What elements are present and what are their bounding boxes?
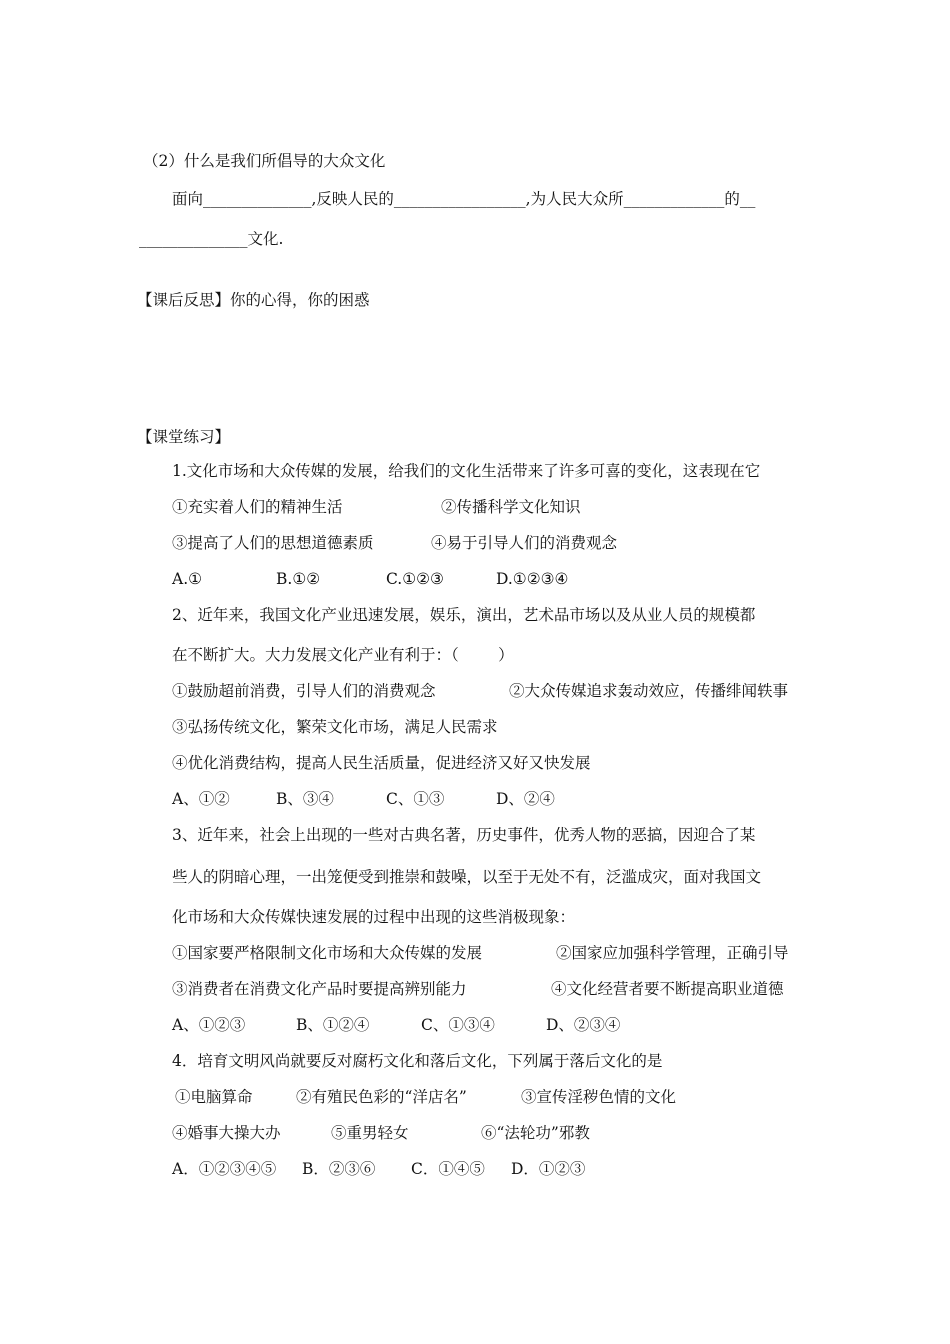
q1-item4: ④易于引导人们的消费观念 xyxy=(431,534,618,552)
q1-item2: ②传播科学文化知识 xyxy=(441,498,581,516)
section2-fill-line2: ______________文化. xyxy=(139,230,284,248)
q4-item5: ⑤重男轻女 xyxy=(331,1124,409,1142)
q4-item6: ⑥“法轮功”邪教 xyxy=(481,1124,590,1142)
q3-stem-line2: 些人的阴暗心理，一出笼便受到推崇和鼓噪，以至于无处不有，泛滥成灾，面对我国文 xyxy=(172,868,762,886)
q3-item1: ①国家要严格限制文化市场和大众传媒的发展 xyxy=(172,944,483,962)
q4-item3: ③宣传淫秽色情的文化 xyxy=(521,1088,677,1106)
q2-item3: ③弘扬传统文化，繁荣文化市场，满足人民需求 xyxy=(172,718,498,736)
q3-option-b: B、①②④ xyxy=(296,1016,370,1034)
q4-item2: ②有殖民色彩的“洋店名” xyxy=(296,1088,467,1106)
q4-option-c: C．①④⑤ xyxy=(411,1160,485,1178)
q3-item2: ②国家应加强科学管理，正确引导 xyxy=(556,944,789,962)
q3-item4: ④文化经营者要不断提高职业道德 xyxy=(551,980,784,998)
q2-item2: ②大众传媒追求轰动效应，传播绯闻轶事 xyxy=(509,682,789,700)
q4-item1: ①电脑算命 xyxy=(175,1088,253,1106)
section2-question: （2）什么是我们所倡导的大众文化 xyxy=(143,152,386,170)
q2-option-d: D、②④ xyxy=(496,790,555,808)
q1-item1: ①充实着人们的精神生活 xyxy=(172,498,343,516)
q2-item1: ①鼓励超前消费，引导人们的消费观念 xyxy=(172,682,436,700)
q1-item3: ③提高了人们的思想道德素质 xyxy=(172,534,374,552)
q3-stem-line1: 3、近年来，社会上出现的一些对古典名著，历史事件，优秀人物的恶搞，因迎合了某 xyxy=(172,826,756,844)
q2-item4: ④优化消费结构，提高人民生活质量，促进经济又好又快发展 xyxy=(172,754,591,772)
q2-option-c: C、①③ xyxy=(386,790,445,808)
section2-fill-line1: 面向______________,反映人民的_________________,为人民大众所_____________的__ xyxy=(172,190,756,208)
q3-item3: ③消费者在消费文化产品时要提高辨别能力 xyxy=(172,980,467,998)
q3-stem-line3: 化市场和大众传媒快速发展的过程中出现的这些消极现象： xyxy=(172,908,576,926)
q3-option-c: C、①③④ xyxy=(421,1016,495,1034)
q2-option-b: B、③④ xyxy=(276,790,334,808)
q1-option-b: B.①② xyxy=(276,570,321,588)
q3-option-a: A、①②③ xyxy=(172,1016,246,1034)
q1-option-c: C.①②③ xyxy=(386,570,444,588)
q4-item4: ④婚事大操大办 xyxy=(172,1124,281,1142)
reflection-heading: 【课后反思】你的心得，你的困惑 xyxy=(137,291,370,309)
q2-option-a: A、①② xyxy=(172,790,230,808)
practice-heading: 【课堂练习】 xyxy=(137,428,231,446)
q4-stem: 4．培育文明风尚就要反对腐朽文化和落后文化，下列属于落后文化的是 xyxy=(172,1052,663,1070)
q4-option-a: A．①②③④⑤ xyxy=(172,1160,277,1178)
q1-option-d: D.①②③④ xyxy=(496,570,569,588)
q1-option-a: A.① xyxy=(172,570,203,588)
q4-option-b: B．②③⑥ xyxy=(302,1160,376,1178)
q4-option-d: D．①②③ xyxy=(511,1160,586,1178)
q2-stem-line1: 2、近年来，我国文化产业迅速发展，娱乐，演出，艺术品市场以及从业人员的规模都 xyxy=(172,606,756,624)
q2-stem-line2: 在不断扩大。大力发展文化产业有利于：（ ） xyxy=(172,646,514,664)
q1-stem: 1.文化市场和大众传媒的发展，给我们的文化生活带来了许多可喜的变化，这表现在它 xyxy=(172,462,761,480)
q3-option-d: D、②③④ xyxy=(546,1016,621,1034)
